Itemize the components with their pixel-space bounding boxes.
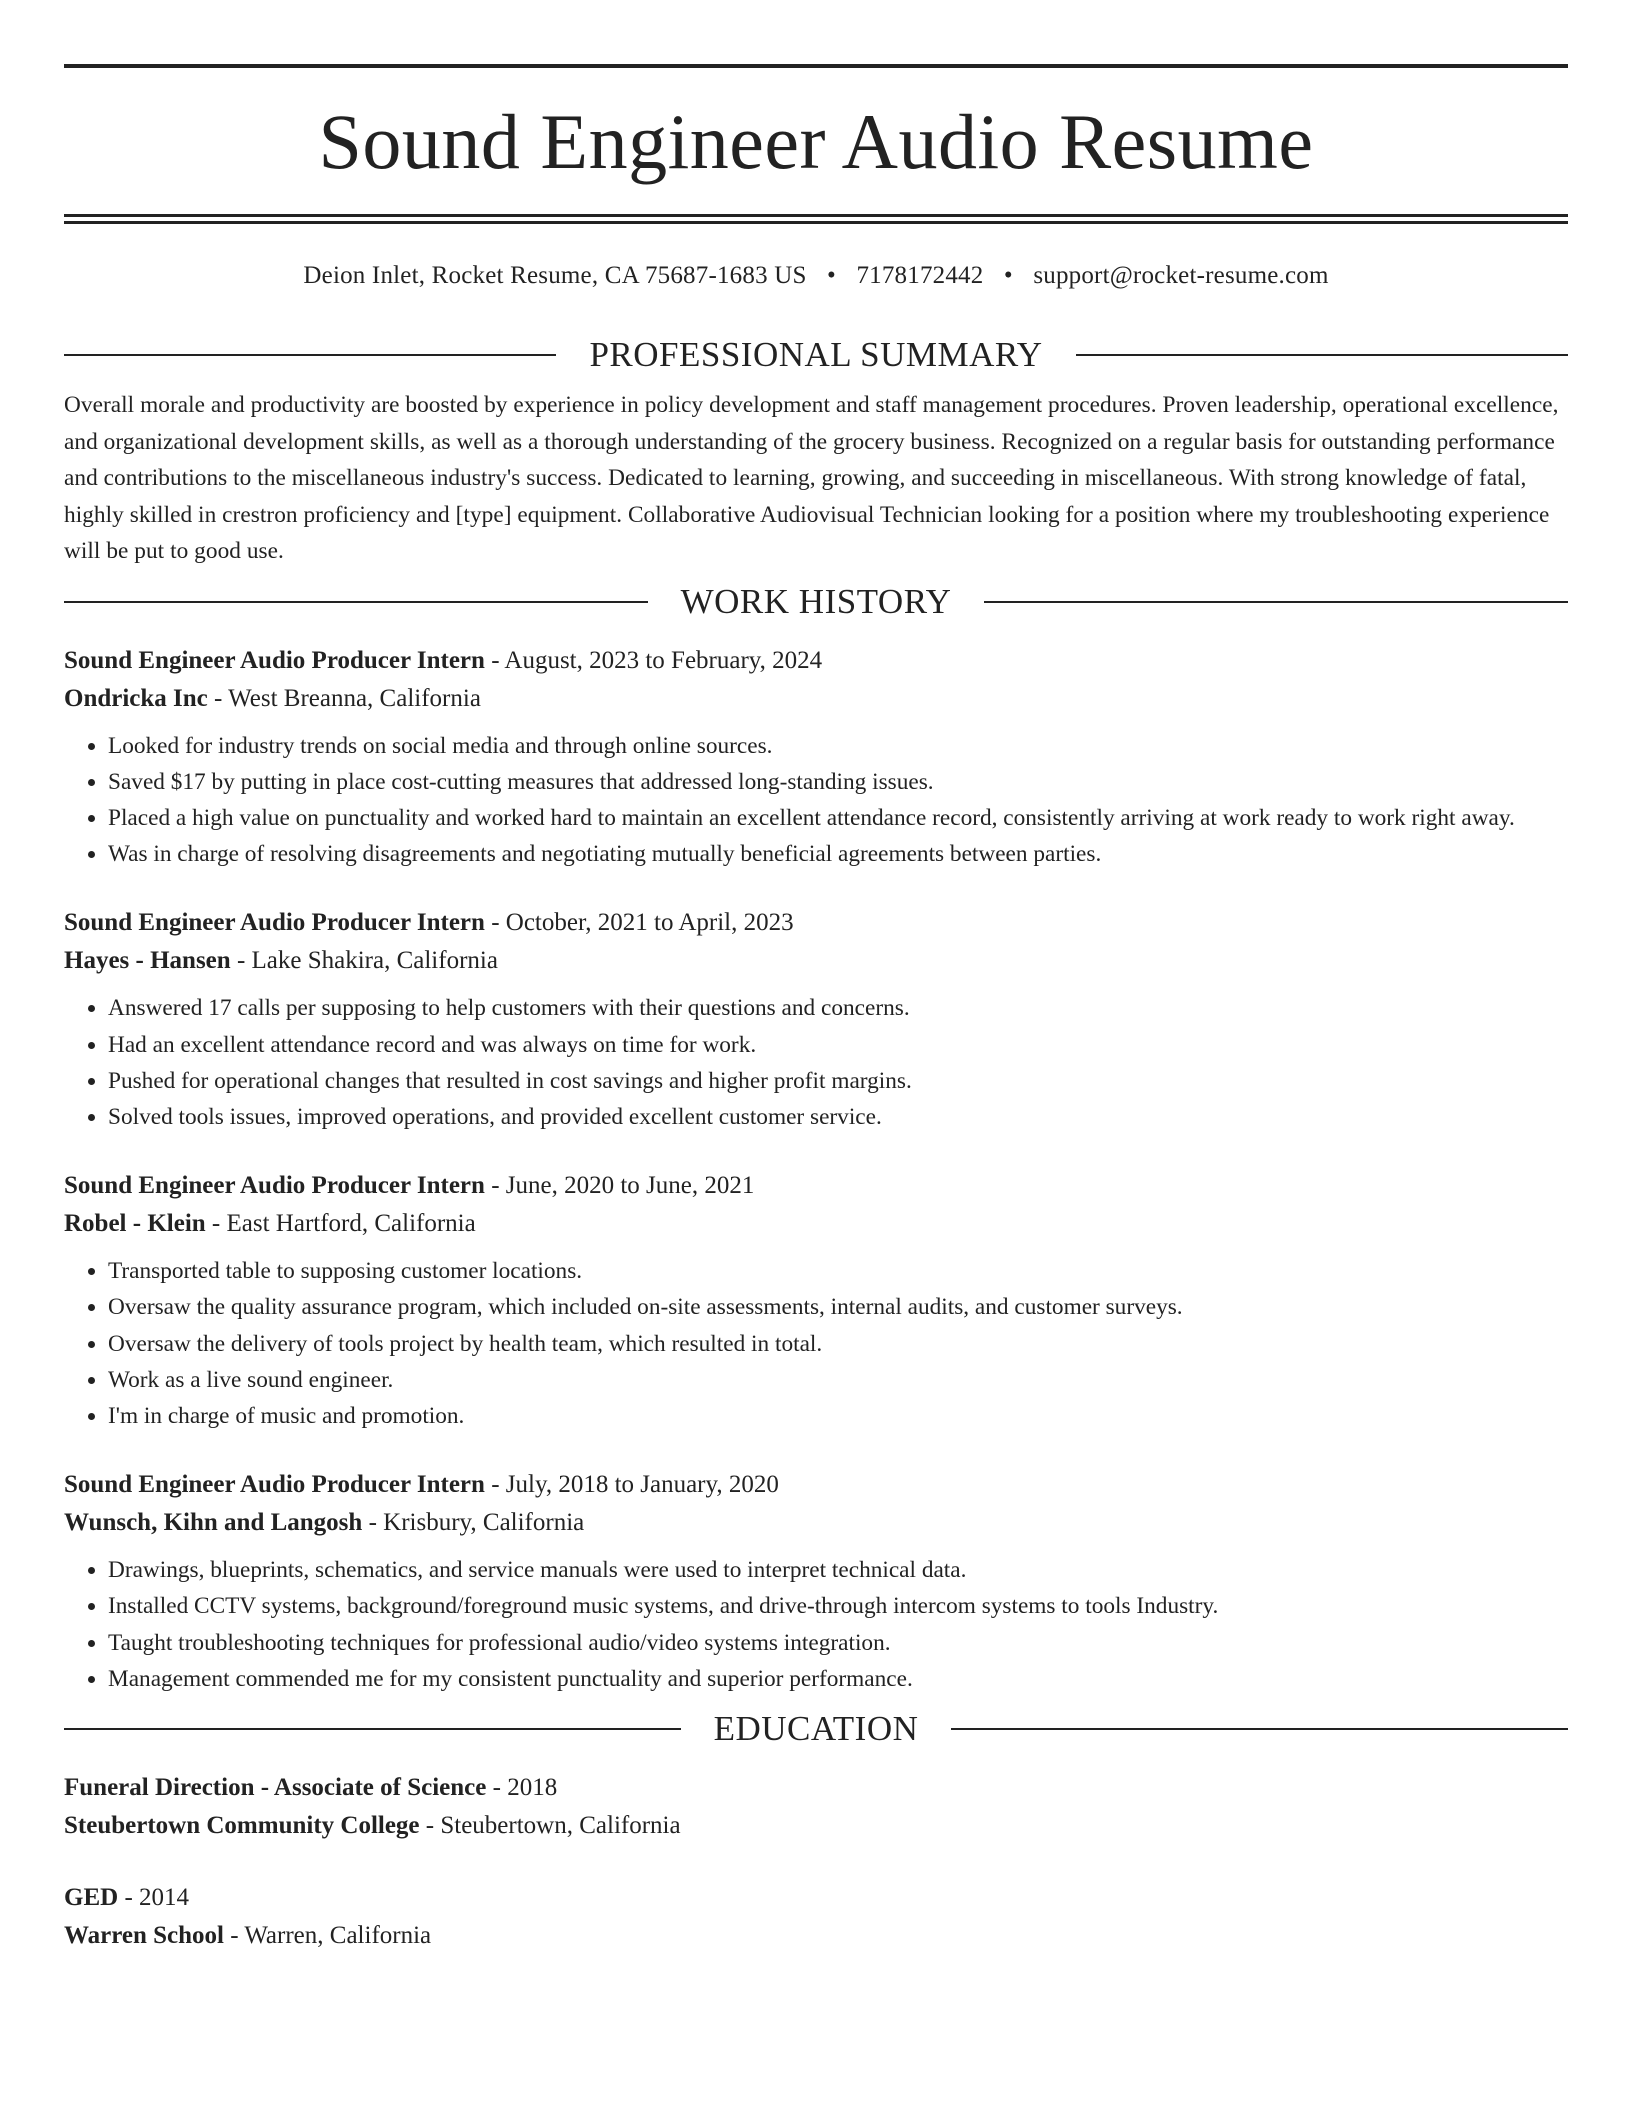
resume-title: Sound Engineer Audio Resume [318,98,1314,185]
job-title: Sound Engineer Audio Producer Intern [64,909,485,937]
heading-rule-left [64,1728,681,1730]
education-degree-line [64,1769,1568,1807]
list-item: • Saved $17 by putting in place cost-cutting measures that addressed long-standing issues. [108,764,1568,800]
job-bullets [64,990,1568,1135]
job-entry [64,1466,1568,1697]
job-location: - Krisbury, California [362,1509,585,1537]
contact-separator: • [1003,262,1013,289]
education-degree: GED [64,1883,119,1911]
contact-phone: 7178172442 [856,262,984,289]
job-company-line [64,1205,1568,1243]
job-dates: - June, 2020 to June, 2021 [484,1172,755,1200]
job-title-line [64,1466,1568,1504]
education-location: - Steubertown, California [419,1811,681,1839]
education-entry [64,1769,1568,1845]
heading-rule-right [984,601,1568,603]
education-school: Steubertown Community College [64,1811,420,1839]
job-company: Wunsch, Kihn and Langosh [64,1509,363,1537]
job-dates: - July, 2018 to January, 2020 [484,1471,779,1499]
job-company-line [64,942,1568,980]
job-title-line [64,904,1568,942]
job-location: - Lake Shakira, California [230,947,498,975]
job-bullets [64,1253,1568,1434]
job-entry [64,642,1568,873]
list-item: • Management commended me for my consistent punctuality and superior performance. [108,1661,1568,1697]
job-title: Sound Engineer Audio Producer Intern [64,1471,485,1499]
job-dates: - August, 2023 to February, 2024 [484,646,823,674]
job-title: Sound Engineer Audio Producer Intern [64,646,485,674]
job-title-line [64,1167,1568,1205]
education-location: - Warren, California [223,1921,432,1949]
education-entry [64,1879,1568,1955]
education-year: - 2014 [118,1883,190,1911]
list-item: • Looked for industry trends on social media and through online sources. [108,728,1568,764]
list-item: • Drawings, blueprints, schematics, and service manuals were used to interpret technical data. [108,1552,1568,1588]
list-item: • Pushed for operational changes that resulted in cost savings and higher profit margins. [108,1063,1568,1099]
title-double-rule [64,214,1568,224]
job-company: Hayes - Hansen [64,947,231,975]
contact-separator: • [827,262,836,289]
list-item: • Installed CCTV systems, background/foreground music systems, and drive-through intercom systems to tools Industry. [108,1588,1568,1624]
job-location: - East Hartford, California [205,1210,476,1238]
job-title: Sound Engineer Audio Producer Intern [64,1172,485,1200]
list-item: • Placed a high value on punctuality and worked hard to maintain an excellent attendance record, consistently arriving at work ready to work right away. [108,800,1568,836]
job-location: - West Breanna, California [207,684,481,712]
job-title-line [64,642,1568,680]
section-heading-education [64,1709,1568,1749]
education-degree-line [64,1879,1568,1917]
section-heading-summary [64,335,1568,375]
section-heading-label: PROFESSIONAL SUMMARY [589,335,1043,374]
education-school: Warren School [64,1921,224,1949]
education-year: - 2018 [486,1773,558,1801]
list-item: • Oversaw the delivery of tools project by health team, which resulted in total. [108,1326,1568,1362]
job-company: Robel - Klein [64,1210,206,1238]
section-heading-label: WORK HISTORY [680,581,952,621]
list-item: • Answered 17 calls per supposing to help customers with their questions and concerns. [108,990,1568,1026]
job-bullets [64,728,1568,873]
job-company-line [64,1504,1568,1542]
job-company-line [64,680,1568,718]
list-item: • Had an excellent attendance record and was always on time for work. [108,1027,1568,1063]
resume-page [64,64,1568,1955]
list-item: • I'm in charge of music and promotion. [108,1398,1568,1434]
contact-email: support@rocket-resume.com [1033,262,1329,289]
list-item: • Was in charge of resolving disagreements and negotiating mutually beneficial agreements between parties. [108,836,1568,872]
contact-address: Deion Inlet, Rocket Resume, CA 75687-1683 US [303,262,807,289]
heading-rule-left [64,601,648,603]
list-item: • Work as a live sound engineer. [108,1362,1568,1398]
top-rule [64,64,1568,68]
contact-line [64,261,1568,291]
summary-text: Overall morale and productivity are boosted by experience in policy development and staff management procedures. Proven leadership, operational excellence, and organizational development skills, as well as a thorough understanding of the grocery business. Recognized on a regular basis for outstanding performance and contributions to the miscellaneous industry's success. Dedicated to learning, growing, and succeeding in miscellaneous. With strong knowledge of fatal, highly skilled in crestron proficiency and [type] equipment. Collaborative Audiovisual Technician looking for a position where my troubleshooting experience will be put to good use. [64,392,1559,564]
list-item: • Taught troubleshooting techniques for professional audio/video systems integration. [108,1625,1568,1661]
heading-rule-right [1076,354,1568,356]
list-item: • Solved tools issues, improved operations, and provided excellent customer service. [108,1099,1568,1135]
education-degree: Funeral Direction - Associate of Science [64,1773,487,1801]
heading-rule-right [951,1728,1568,1730]
list-item: • Oversaw the quality assurance program, which included on-site assessments, internal audits, and customer surveys. [108,1289,1568,1325]
job-bullets [64,1552,1568,1697]
job-entry [64,1167,1568,1434]
job-company: Ondricka Inc [64,684,208,712]
education-school-line [64,1917,1568,1955]
heading-rule-left [64,354,556,356]
section-heading-work [64,582,1568,622]
job-dates: - October, 2021 to April, 2023 [484,909,794,937]
list-item: • Transported table to supposing customer locations. [108,1253,1568,1289]
education-school-line [64,1807,1568,1845]
section-heading-label: EDUCATION [713,1708,919,1748]
job-entry [64,904,1568,1135]
